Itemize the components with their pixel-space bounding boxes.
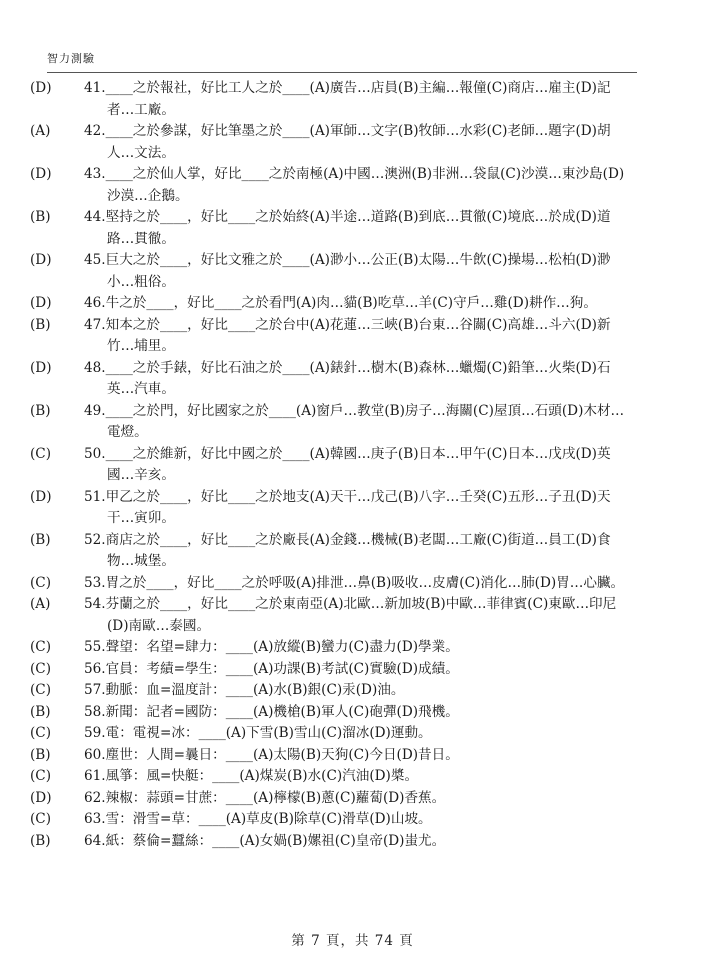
question-text-continued: 電燈。 xyxy=(107,424,148,440)
question-text: 41.____之於報社，好比工人之於____(A)廣告…店員(B)主編…報僮(C)商店…雇主(D)記 xyxy=(84,80,611,96)
question-item xyxy=(30,659,660,681)
question-text: 52.商店之於____，好比____之於廠長(A)金錢…機械(B)老闆…工廠(C)街道…員工(D)食 xyxy=(84,531,611,548)
question-text: 49.____之於門，好比國家之於____(A)窗戶…教堂(B)房子…海關(C)屋頂…石頭(D)木材… xyxy=(84,402,625,419)
question-text: 60.塵世：人間=曩日：____(A)太陽(B)天狗(C)今日(D)昔日。 xyxy=(84,746,459,763)
answer-key: (D) xyxy=(30,359,52,376)
answer-key: (D) xyxy=(30,166,52,182)
answer-key: (D) xyxy=(30,80,52,96)
answer-key: (A) xyxy=(30,596,51,612)
answer-key: (C) xyxy=(30,639,52,655)
page-header: 智力測驗 xyxy=(47,52,95,65)
question-item xyxy=(30,637,660,659)
question-text: 56.官員：考績=學生：____(A)功課(B)考試(C)實驗(D)成績。 xyxy=(84,660,459,677)
question-text: 47.知本之於____，好比____之於台中(A)花蓮…三峽(B)台東…谷關(C)高雄…斗六(D)新 xyxy=(84,316,611,333)
question-text: 45.巨大之於____，好比文雅之於____(A)渺小…公正(B)太陽…牛飲(C)操場…松柏(D)渺 xyxy=(84,252,611,268)
question-item xyxy=(30,831,660,853)
answer-key: (B) xyxy=(30,531,51,548)
question-item xyxy=(30,573,660,595)
answer-key: (B) xyxy=(30,746,51,763)
question-text-continued: (D)南歐…泰國。 xyxy=(107,617,211,634)
question-text: 59.電：電視=冰：____(A)下雪(B)雪山(C)溜冰(D)運動。 xyxy=(84,725,432,741)
answer-key: (B) xyxy=(30,832,51,849)
question-item xyxy=(30,164,660,207)
question-text: 48.____之於手錶，好比石油之於____(A)錶針…樹木(B)森林…蠟燭(C)鉛筆…火柴(D)石 xyxy=(84,359,611,376)
question-text: 64.紙：蔡倫=蠶絲：____(A)女媧(B)嫘祖(C)皇帝(D)蚩尤。 xyxy=(84,832,446,849)
question-text: 61.風箏：風=快艇：____(A)煤炭(B)水(C)汽油(D)槳。 xyxy=(84,768,419,784)
question-text-continued: 物…城堡。 xyxy=(107,553,175,569)
question-text: 58.新聞：記者=國防：____(A)機槍(B)軍人(C)砲彈(D)飛機。 xyxy=(84,703,459,720)
question-text: 51.甲乙之於____，好比____之於地支(A)天干…戊己(B)八字…壬癸(C)五形…子丑(D)天 xyxy=(84,488,611,505)
question-text-continued: 路…貫徹。 xyxy=(107,230,175,247)
question-item xyxy=(30,250,660,293)
question-item xyxy=(30,788,660,810)
answer-key: (B) xyxy=(30,402,51,419)
question-text-continued: 竹…埔里。 xyxy=(107,338,175,354)
question-text-continued: 沙漠…企鵝。 xyxy=(107,187,189,204)
question-item xyxy=(30,487,660,530)
question-item xyxy=(30,594,660,637)
question-item xyxy=(30,530,660,573)
answer-key: (D) xyxy=(30,252,52,268)
question-text-continued: 英…汽車。 xyxy=(107,381,175,397)
question-item xyxy=(30,680,660,702)
question-text-continued: 干…寅卯。 xyxy=(107,510,175,526)
question-text-continued: 人…文法。 xyxy=(107,144,175,161)
answer-key: (C) xyxy=(30,574,52,591)
question-text-continued: 者…工廠。 xyxy=(107,101,175,118)
question-item xyxy=(30,809,660,831)
question-text: 54.芬蘭之於____，好比____之於東南亞(A)北歐…新加坡(B)中歐…菲律賓(C)東歐…印尼 xyxy=(84,596,617,612)
question-item xyxy=(30,702,660,724)
question-item xyxy=(30,745,660,767)
answer-key: (C) xyxy=(30,682,52,698)
question-item xyxy=(30,315,660,358)
answer-key: (B) xyxy=(30,316,51,333)
answer-key: (B) xyxy=(30,209,51,225)
question-text: 57.動脈：血=溫度計：____(A)水(B)銀(C)汞(D)油。 xyxy=(84,682,405,698)
question-item xyxy=(30,121,660,164)
question-text: 44.堅持之於____，好比____之於始終(A)半途…道路(B)到底…貫徹(C)境底…於成(D)道 xyxy=(84,209,611,225)
page-footer: 第 7 頁，共 74 頁 xyxy=(291,933,414,949)
question-text: 55.聲望：名望=肆力：____(A)放縱(B)蠻力(C)盡力(D)學業。 xyxy=(84,639,459,655)
question-text-continued: 國…辛亥。 xyxy=(107,467,175,483)
question-text: 46.牛之於____，好比____之於看門(A)肉…貓(B)吃草…羊(C)守戶…雞(D)耕作…狗。 xyxy=(84,295,597,311)
question-item xyxy=(30,78,660,121)
question-item xyxy=(30,358,660,401)
question-item xyxy=(30,293,660,315)
question-text: 62.辣椒：蒜頭=甘蔗：____(A)檸檬(B)蔥(C)蘿蔔(D)香蕉。 xyxy=(84,789,446,806)
answer-key: (D) xyxy=(30,295,52,311)
question-item xyxy=(30,766,660,788)
question-item xyxy=(30,207,660,250)
question-list xyxy=(30,78,660,852)
question-text: 50.____之於維新，好比中國之於____(A)韓國…庚子(B)日本…甲午(C)日本…戊戌(D)英 xyxy=(84,445,611,462)
answer-key: (C) xyxy=(30,725,52,741)
header-divider xyxy=(47,72,637,73)
question-text: 42.____之於參謀，好比筆墨之於____(A)軍師…文字(B)牧師…水彩(C)老師…題字(D)胡 xyxy=(84,123,611,139)
answer-key: (C) xyxy=(30,445,52,462)
question-item xyxy=(30,723,660,745)
answer-key: (C) xyxy=(30,811,52,827)
answer-key: (A) xyxy=(30,123,51,139)
answer-key: (D) xyxy=(30,789,52,806)
question-text: 53.胃之於____，好比____之於呼吸(A)排泄…鼻(B)吸收…皮膚(C)消化…肺(D)胃…心臟。 xyxy=(84,574,625,591)
answer-key: (D) xyxy=(30,488,52,505)
answer-key: (C) xyxy=(30,660,52,677)
answer-key: (B) xyxy=(30,703,51,720)
question-text-continued: 小…粗俗。 xyxy=(107,273,175,290)
question-item xyxy=(30,401,660,444)
answer-key: (C) xyxy=(30,768,52,784)
question-text: 63.雪：滑雪=草：____(A)草皮(B)除草(C)滑草(D)山坡。 xyxy=(84,811,432,827)
question-item xyxy=(30,444,660,487)
question-text: 43.____之於仙人掌，好比____之於南極(A)中國…澳洲(B)非洲…袋鼠(C)沙漠…東沙島(D) xyxy=(84,166,625,182)
